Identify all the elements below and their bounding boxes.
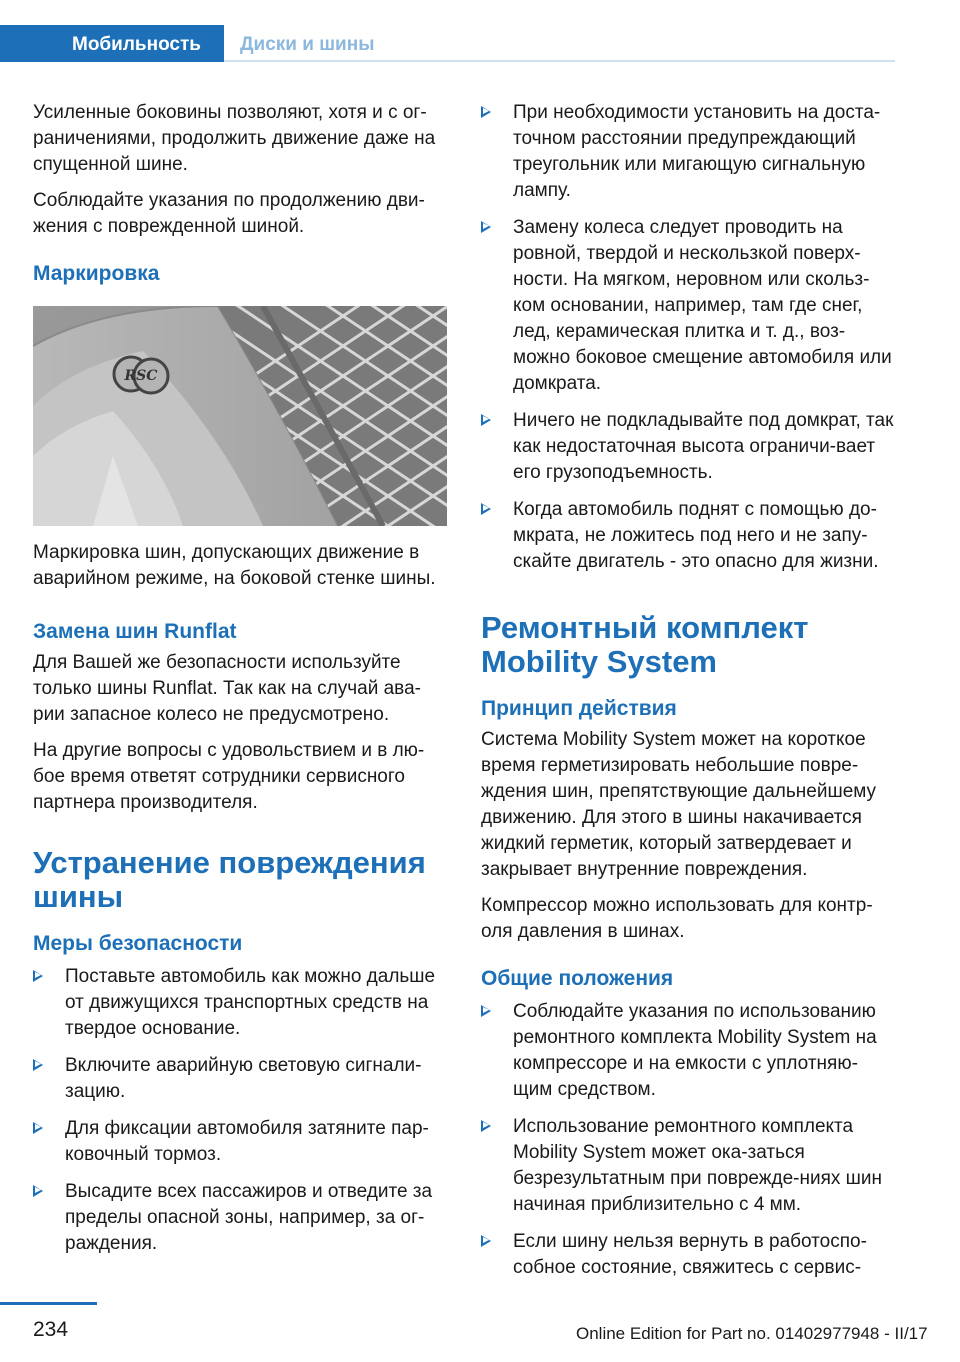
general-list [481, 999, 895, 1281]
list-item: Использование ремонтного комплекта Mobility System может ока‐заться безрезультатным при поврежде‐ниях шин начиная приблизительно с 4 мм. [481, 1114, 895, 1218]
triangle-bullet-icon [481, 106, 491, 118]
page-header [0, 25, 895, 62]
page-number: 234 [33, 1318, 69, 1341]
triangle-bullet-icon [481, 1120, 491, 1132]
replace-paragraph-2: На другие вопросы с удовольствием и в лю‐бое время ответят сотрудники сервисного партнера производителя. [33, 740, 425, 813]
list-item: Когда автомобиль поднят с помощью до‐мкрата, не ложитесь под него и не запу‐скайте двигатель - это опасно для жизни. [481, 497, 895, 575]
footer-rule [0, 1302, 97, 1305]
list-item: Поставьте автомобиль как можно дальше от движущихся транспортных средств на твердое основание. [33, 964, 447, 1042]
intro-paragraph-1: Усиленные боковины позволяют, хотя и с ог‐раничениями, продолжить движение даже на спущенной шине. [33, 102, 436, 175]
triangle-bullet-icon [481, 503, 491, 515]
repair-heading: Устранение повреждения шины [33, 845, 426, 914]
subsection-tab: Диски и шины [240, 34, 375, 55]
list-item: Высадите всех пассажиров и отведите за пределы опасной зоны, например, за ог‐раждения. [33, 1179, 447, 1257]
list-item: Ничего не подкладывайте под домкрат, так как недостаточная высота ограничи‐вает его грузоподъемность. [481, 408, 895, 486]
replace-paragraph-1: Для Вашей же безопасности используйте только шины Runflat. Так как на случай ава‐рии запасное колесо не предусмотрено. [33, 652, 421, 725]
triangle-bullet-icon [481, 221, 491, 233]
replace-heading: Замена шин Runflat [33, 620, 237, 643]
list-item: Замену колеса следует проводить на ровной, твердой и нескользкой поверх‐ности. На мягком, неровном или скольз‐ком основании, например, там где снег, лед, керамическая плитка и т. д., воз‐можно боковое смещение автомобиля или домкрата. [481, 215, 895, 397]
safety-list [33, 964, 447, 1257]
principle-heading: Принцип действия [481, 697, 677, 720]
tire-marking-image [33, 306, 447, 526]
safety-heading: Меры безопасности [33, 932, 243, 955]
safety-list-continued [481, 100, 895, 575]
rsc-logo [114, 357, 168, 393]
triangle-bullet-icon [33, 1185, 43, 1197]
triangle-bullet-icon [481, 1005, 491, 1017]
kit-heading: Ремонтный комплект Mobility System [481, 610, 809, 679]
general-heading: Общие положения [481, 967, 674, 990]
list-item: При необходимости установить на доста‐точном расстоянии предупреждающий треугольник или мигающую сигнальную лампу. [481, 100, 895, 204]
right-column [481, 100, 895, 1292]
left-column [33, 100, 447, 1268]
triangle-bullet-icon [481, 1235, 491, 1247]
principle-paragraph-1: Система Mobility System может на короткое время герметизировать небольшие повре‐ждения шин, препятствующие дальнейшему движению. Для этого в шины накачивается жидкий герметик, который затвердевает и закрывает внутренние повреждения. [481, 729, 877, 880]
triangle-bullet-icon [33, 1059, 43, 1071]
marking-heading: Маркировка [33, 262, 160, 285]
triangle-bullet-icon [33, 1122, 43, 1134]
rsc-text: RSC [124, 368, 158, 384]
triangle-bullet-icon [33, 970, 43, 982]
list-item: Для фиксации автомобиля затяните пар‐ковочный тормоз. [33, 1116, 447, 1168]
list-item: Включите аварийную световую сигнали‐зацию. [33, 1053, 447, 1105]
image-caption: Маркировка шин, допускающих движение в аварийном режиме, на боковой стенке шины. [33, 542, 436, 589]
intro-paragraph-2: Соблюдайте указания по продолжению дви‐жения с поврежденной шиной. [33, 190, 425, 237]
edition-text: Online Edition for Part no. 01402977948 - II/17 [576, 1324, 928, 1343]
principle-paragraph-2: Компрессор можно использовать для контр‐оля давления в шинах. [481, 895, 873, 942]
section-tab: Мобильность [0, 25, 224, 62]
triangle-bullet-icon [481, 414, 491, 426]
list-item: Если шину нельзя вернуть в работоспо‐собное состояние, свяжитесь с сервис‐ [481, 1229, 895, 1281]
header-rule [224, 60, 895, 62]
list-item: Соблюдайте указания по использованию ремонтного комплекта Mobility System на компрессоре и на емкости с уплотняю‐щим средством. [481, 999, 895, 1103]
